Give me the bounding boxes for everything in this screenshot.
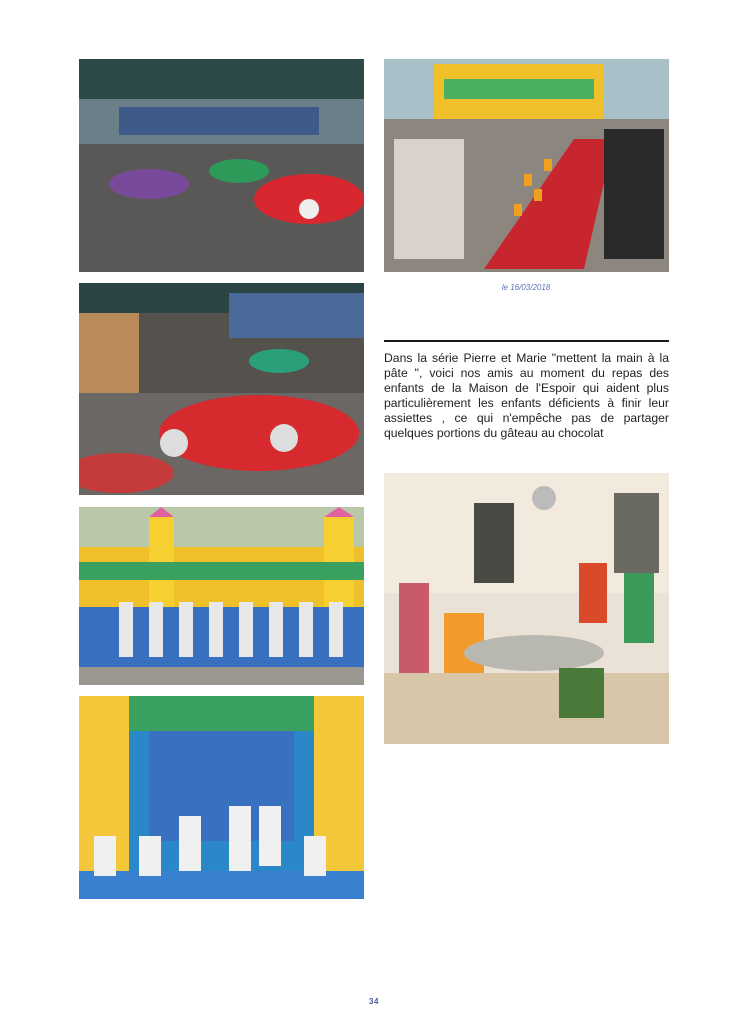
photo-date-caption: le 16/03/2018 <box>501 283 551 292</box>
photo-bumper-cars-1 <box>79 59 364 272</box>
photo-group-bouncy <box>79 507 364 685</box>
photo-table-drinks <box>384 59 669 272</box>
photo-bumper-cars-2 <box>79 283 364 495</box>
photo-dining-room <box>384 473 669 744</box>
article-text: Dans la série Pierre et Marie "mettent la main à la pâte ", voici nos amis au moment du repas des enfants de la Maison de l'Espoir qui aident plus particulièrement les enfants déficients à finir leur assiettes , ce qui n'empêche pas de partager quelques portions du gâteau au chocolat <box>384 351 669 441</box>
divider-rule <box>384 340 669 342</box>
page-number: 34 <box>369 997 379 1006</box>
photo-slide-group <box>79 696 364 899</box>
